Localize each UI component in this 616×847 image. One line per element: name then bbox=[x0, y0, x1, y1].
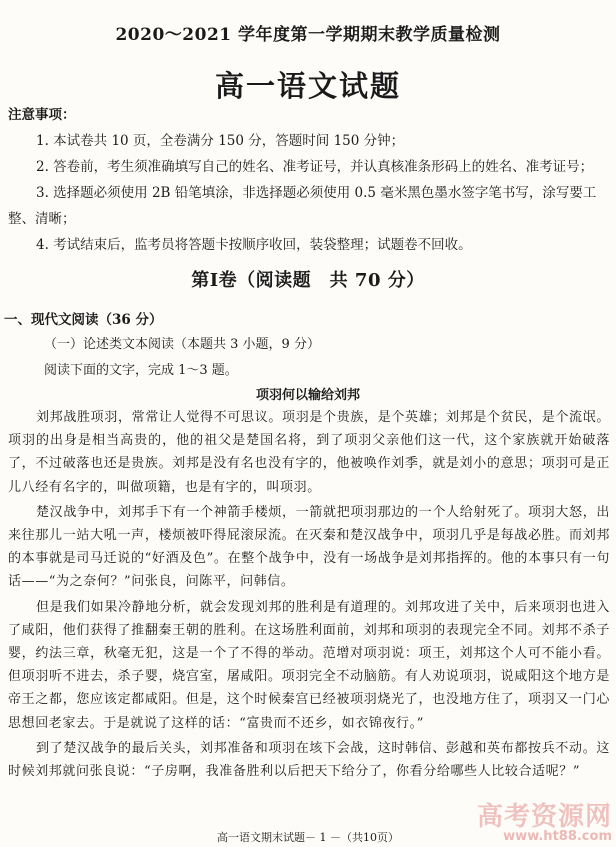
notice-item-text: 4. 考试结束后，监考员将答题卡按顺序收回，装袋整理；试题卷不回收。 bbox=[36, 237, 472, 253]
article-paragraph: 但是我们如果冷静地分析，就会发现刘邦的胜利是有道理的。刘邦攻进了关中，后来项羽也进入了咸阳，他们获得了推翻秦王朝的胜利。在这场胜利面前，刘邦和项羽的表现完全不同。刘邦不杀子婴，约法三章，秋毫无犯，这是一个了不得的举动。范增对项羽说：项王，刘邦这个人可不能小看。但项羽听不进去，杀子婴，烧宫室，屠咸阳。项羽完全不动脑筋。有人劝说项羽，说咸阳这个地方是帝王之都，您应该定都咸阳。但是，这个时候秦宫已经被项羽烧光了，也没地方住了，项羽又一门心思想回老家去。于是就说了这样的话：“富贵而不还乡，如衣锦夜行。” bbox=[8, 599, 610, 731]
watermark bbox=[474, 796, 612, 844]
notice-list bbox=[8, 128, 608, 258]
exam-name: 2020～2021 学年度第一学期期末教学质量检测 bbox=[115, 25, 501, 45]
page-footer: 高一语文期末试题－ 1 －（共10页） bbox=[217, 831, 399, 844]
article-title: 项羽何以输给刘邦 bbox=[255, 388, 360, 403]
part-heading: 一、现代文阅读（36 分） bbox=[4, 312, 163, 328]
notice-item bbox=[8, 232, 608, 258]
sub-heading: （一）论述类文本阅读（本题共 3 小题，9 分） bbox=[44, 337, 320, 352]
reading-instruction: 阅读下面的文字，完成 1～3 题。 bbox=[44, 363, 238, 378]
article-paragraph: 楚汉战争中，刘邦手下有一个神箭手楼烦，一箭就把项羽那边的一个人给射死了。项羽大怒，出来往那儿一站大吼一声，楼烦被吓得屁滚尿流。在灭秦和楚汉战争中，项羽几乎是每战必胜。而刘邦的本事就是司马迁说的“好酒及色”。在整个战争中，没有一场战争是刘邦指挥的。他的本事只有一句话——“为之奈何？”问张良，问陈平，问韩信。 bbox=[8, 504, 610, 590]
notice-item-text: 2. 答卷前，考生须准确填写自己的姓名、准考证号，并认真核准条形码上的姓名、准考证号； bbox=[36, 159, 594, 175]
notice-heading: 注意事项： bbox=[8, 107, 76, 123]
notice-item bbox=[8, 154, 608, 180]
article-paragraph: 到了楚汉战争的最后关头，刘邦准备和项羽在垓下会战，这时韩信、彭越和英布都按兵不动。这时候刘邦就问张良说：“子房啊，我准备胜利以后把天下给分了，你看分给哪些人比较合适呢？” bbox=[8, 740, 610, 780]
notice-item bbox=[8, 128, 608, 154]
exam-title: 高一语文试题 bbox=[214, 69, 401, 103]
notice-item: 3. 选择题必须使用 2B 铅笔填涂，非选择题必须使用 0.5 毫米黑色墨水签字笔书写，涂写要工整、清晰； bbox=[8, 185, 597, 227]
watermark-url: www.ht88.com bbox=[503, 829, 612, 844]
watermark-logo: 高考资源网 bbox=[476, 802, 612, 832]
section-title: 第Ⅰ卷（阅读题 共 70 分） bbox=[191, 270, 425, 291]
article-paragraph: 刘邦战胜项羽，常常让人觉得不可思议。项羽是个贵族，是个英雄；刘邦是个贫民，是个流氓。项羽的出身是相当高贵的，他的祖父是楚国名将，到了项羽父亲他们这一代，这个家族就开始破落了，不过破落也还是贵族。刘邦是没有名也没有字的，他被唤作刘季，就是刘小的意思；项羽可是正儿八经有名字的，叫做项籍，也是有字的，叫项羽。 bbox=[8, 410, 610, 495]
notice-item-text: 1. 本试卷共 10 页，全卷满分 150 分，答题时间 150 分钟； bbox=[36, 133, 405, 149]
article-body bbox=[8, 406, 610, 785]
